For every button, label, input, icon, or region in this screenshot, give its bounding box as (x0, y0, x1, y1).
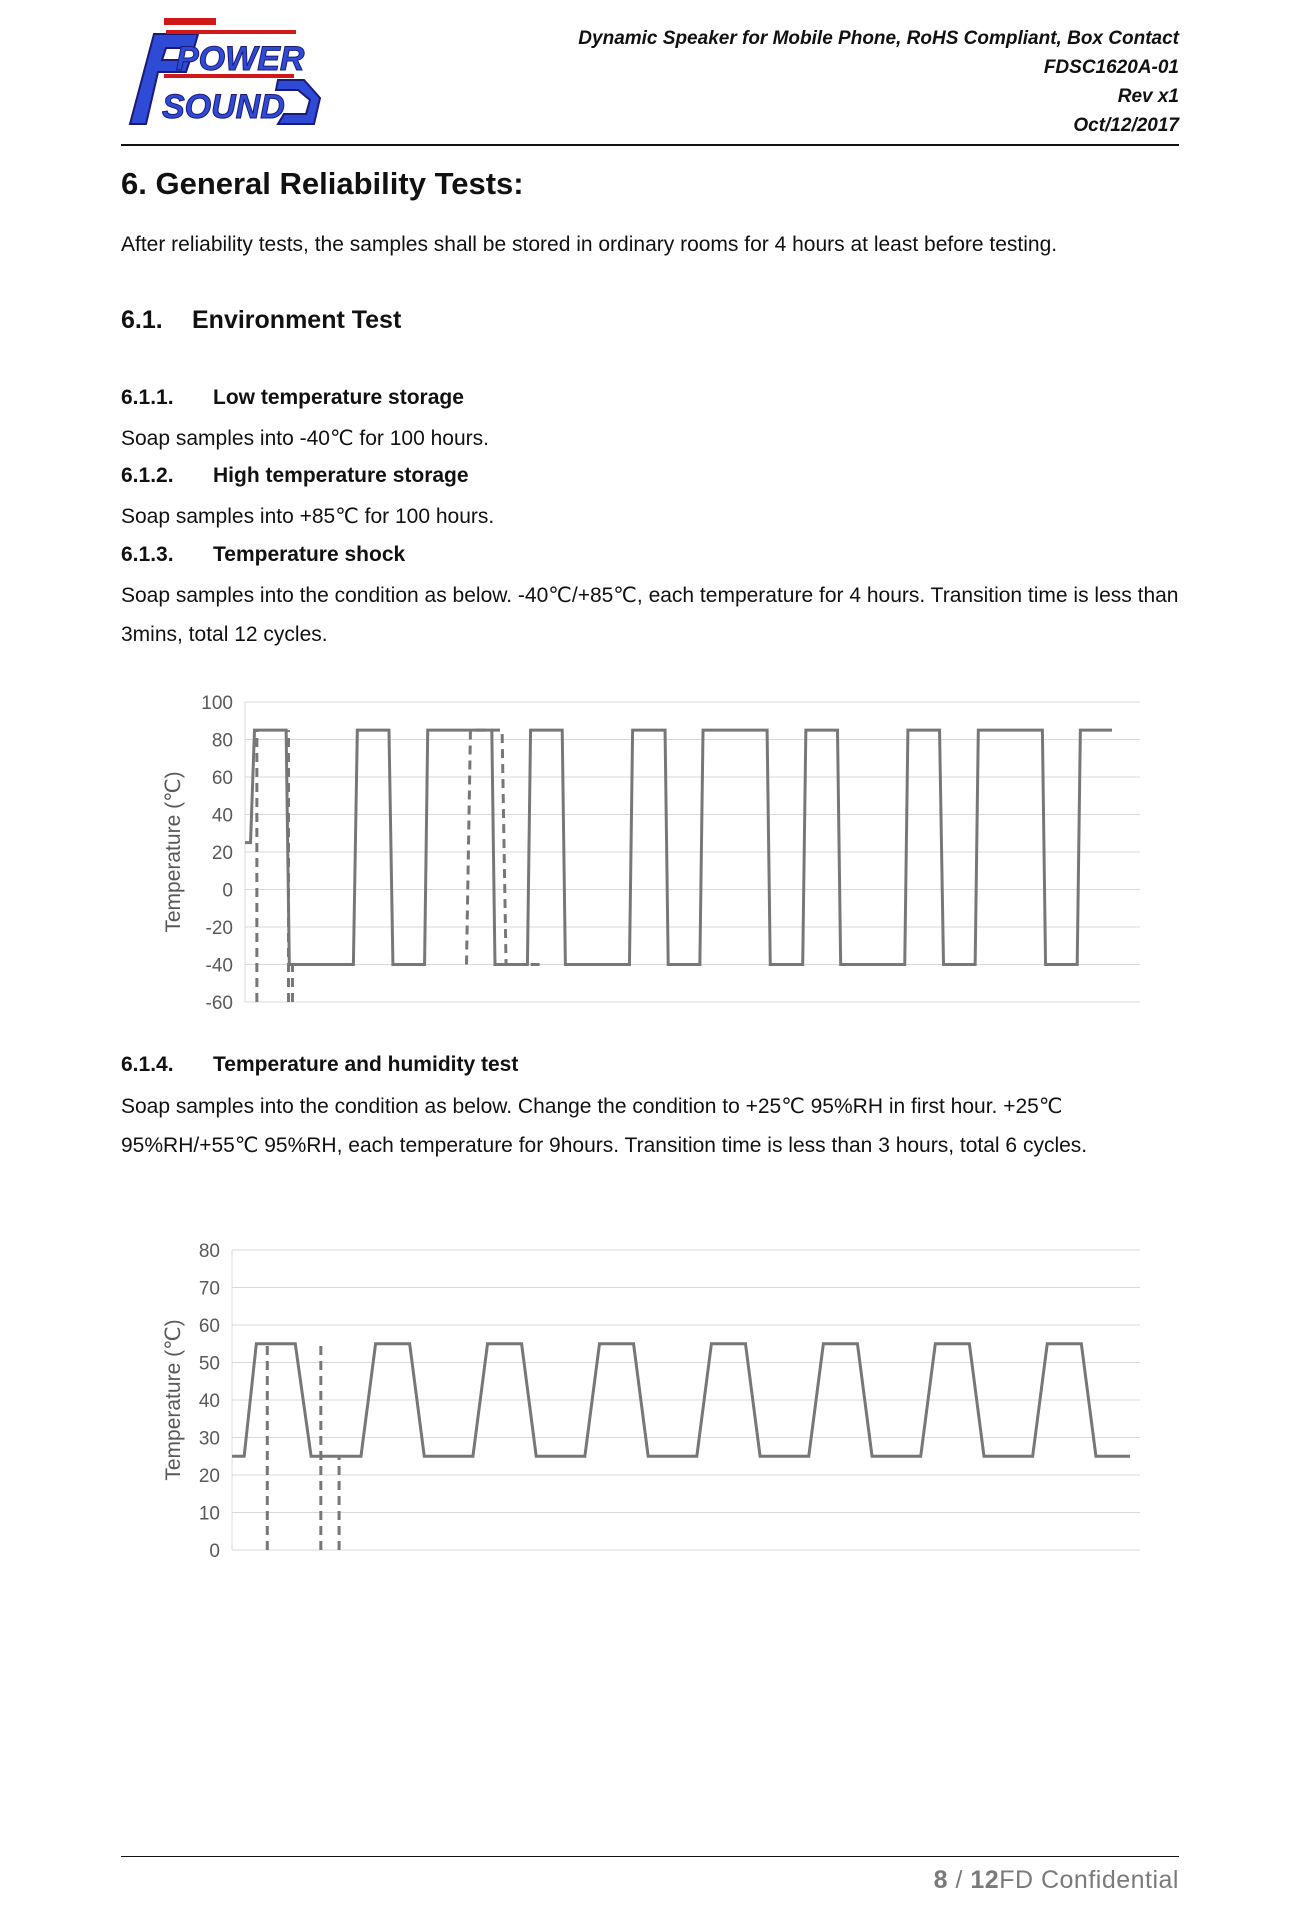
y-tick-label: 60 (198, 1316, 220, 1337)
section-title: 6. General Reliability Tests: (121, 166, 524, 201)
temperature-profile-line (245, 730, 1112, 964)
subsection-heading (121, 306, 401, 335)
product-description: Dynamic Speaker for Mobile Phone, RoHS Compliant, Box Contact (578, 28, 1179, 49)
header-divider (121, 144, 1179, 146)
y-tick-label: 20 (198, 1466, 220, 1487)
page-separator: / (948, 1866, 971, 1894)
test-title: Low temperature storage (213, 386, 464, 409)
y-tick-label: 70 (198, 1278, 220, 1300)
test-heading-temp-humidity (121, 1053, 518, 1077)
y-tick-label: -40 (205, 955, 233, 977)
page-total: 12 (970, 1866, 1000, 1894)
test-number: 6.1.1. (121, 386, 174, 409)
revision: Rev x1 (1117, 86, 1179, 107)
section-intro: After reliability tests, the samples shall be stored in ordinary rooms for 4 hours at least before testing. (121, 233, 1058, 256)
y-tick-label: 0 (222, 880, 233, 902)
subsection-title: Environment Test (192, 306, 402, 334)
document-header (578, 24, 1179, 140)
footer-divider (121, 1856, 1179, 1857)
y-tick-label: 40 (198, 1391, 220, 1412)
test-body-low-temp: Soap samples into -40℃ for 100 hours. (121, 427, 489, 450)
logo-word-power: POWER (176, 40, 305, 78)
test-number: 6.1.2. (121, 464, 174, 487)
test-body-high-temp: Soap samples into +85℃ for 100 hours. (121, 505, 495, 528)
temperature-shock-chart (150, 682, 1150, 1012)
test-number: 6.1.4. (121, 1053, 174, 1076)
y-tick-label: -20 (205, 918, 233, 939)
y-tick-label: 20 (211, 843, 233, 864)
test-title: High temperature storage (213, 464, 469, 487)
test-title: Temperature and humidity test (213, 1053, 519, 1076)
y-tick-label: 0 (209, 1541, 220, 1560)
test-heading-low-temp (121, 386, 464, 410)
y-tick-label: 100 (201, 693, 233, 714)
document-date: Oct/12/2017 (1073, 115, 1179, 136)
page-footer (934, 1866, 1179, 1895)
test-heading-temp-shock (121, 543, 405, 567)
y-tick-label: 30 (198, 1428, 220, 1450)
test-body-temp-shock: Soap samples into the condition as below. -40℃/+85℃, each temperature for 4 hours. Transition time is less than 3mins, total 12 cycles. (121, 584, 1179, 646)
confidential-label: FD Confidential (999, 1866, 1179, 1894)
y-tick-label: 10 (198, 1503, 220, 1525)
y-tick-label: 40 (211, 805, 233, 827)
temperature-humidity-chart (150, 1230, 1150, 1560)
subsection-number: 6.1. (121, 306, 163, 334)
test-heading-high-temp (121, 464, 469, 488)
test-number: 6.1.3. (121, 543, 174, 566)
y-tick-label: -60 (205, 993, 233, 1012)
test-body-temp-humidity: Soap samples into the condition as below. Change the condition to +25℃ 95%RH in first hour. +25℃ 95%RH/+55℃ 95%RH, each temperature for 9hours. Transition time is less than 3 hours, total 6 cycles. (121, 1095, 1088, 1157)
y-tick-label: 60 (211, 768, 233, 789)
logo-word-sound: SOUND (162, 88, 285, 126)
test-title: Temperature shock (213, 543, 406, 566)
y-axis-label: Temperature (℃) (162, 1319, 185, 1481)
page-number: 8 (933, 1866, 949, 1894)
y-axis-label: Temperature (℃) (162, 771, 185, 933)
y-tick-label: 50 (198, 1353, 220, 1375)
part-number: FDSC1620A-01 (1043, 57, 1179, 78)
y-tick-label: 80 (211, 730, 233, 752)
y-tick-label: 80 (198, 1241, 220, 1262)
power-sound-logo (128, 16, 328, 134)
